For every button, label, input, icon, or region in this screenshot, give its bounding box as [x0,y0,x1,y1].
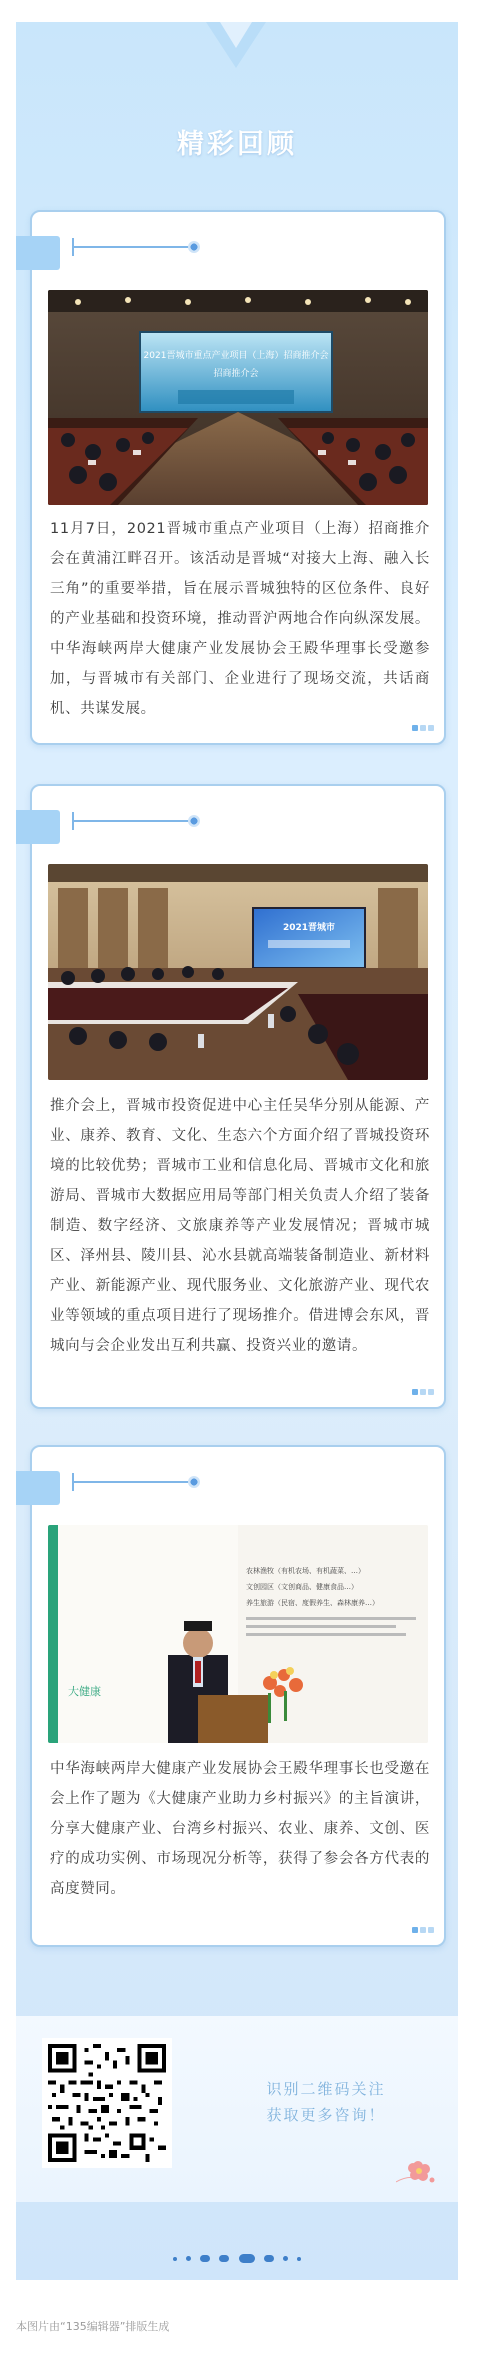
poster-background [16,22,458,2280]
qr-section [16,2016,458,2202]
dot-icon [188,1476,200,1488]
card-line-decoration [72,820,192,822]
slide-corner-text: 大健康 [68,1685,101,1698]
flower-icon [396,2156,436,2186]
screen-banner-text: 2021晋城市重点产业项目（上海）招商推介会 [143,351,329,361]
news-paragraph-3: 中华海峡两岸大健康产业发展协会王殿华理事长也受邀在会上作了题为《大健康产业助力乡村振兴》的主旨演讲，分享大健康产业、台湾乡村振兴、农业、康养、文创、医疗的成功实例、市场现况分析等，获得了参会各方代表的高度赞同。 [50,1761,430,1897]
card-tab-decoration [16,236,60,270]
dot-icon [188,815,200,827]
svg-text:招商推介会: 招商推介会 [213,369,259,379]
news-paragraph-2: 推介会上，晋城市投资促进中心主任吴华分别从能源、产业、康养、教育、文化、生态六个方面介绍了晋城投资环境的比较优势；晋城市工业和信息化局、晋城市文化和旅游局、晋城市大数据应用局等部门相关负责人介绍了装备制造、数字经济、文旅康养等产业发展情况；晋城市城区、泽州县、陵川县、沁水县就高端装备制造业、新材料产业、新能源产业、现代服务业、文化旅游产业、现代农业等领域的重点项目进行了现场推介。借进博会东风，晋城向与会企业发出互利共赢、投资兴业的邀请。 [50,1098,430,1354]
qr-code[interactable] [42,2038,172,2168]
meeting-room-photo [48,864,428,1080]
qr-code-image [48,2044,166,2162]
corner-decoration [412,725,434,731]
conference-hall-photo [48,290,428,505]
speech-photo [48,1525,428,1743]
corner-decoration [412,1389,434,1395]
dot-icon [188,241,200,253]
card-line-decoration [72,246,192,248]
qr-caption-2: 获取更多咨询！ [266,2106,386,2124]
footer-credit: 本图片由“135编辑器”排版生成 [16,2320,170,2333]
slide-line-1: 农林渔牧（有机农场、有机蔬菜、…） [246,1567,365,1575]
event-photo-2 [48,864,428,1080]
card-tab-decoration [16,1471,60,1505]
news-card-3 [30,1445,446,1947]
news-card-2 [30,784,446,1409]
chevron-down-icon [206,22,266,70]
card-tab-decoration [16,810,60,844]
event-photo-1 [48,290,428,505]
corner-decoration [412,1927,434,1933]
screen-banner-text: 2021晋城市 [282,923,336,933]
qr-caption-1: 识别二维码关注 [266,2080,386,2098]
card-line-decoration [72,1481,192,1483]
slide-line-2: 文创园区（文创商品、健康食品…） [246,1583,358,1591]
page-title: 精彩回顾 [177,129,297,160]
page-indicator [16,2248,458,2260]
news-card-1 [30,210,446,745]
event-photo-3 [48,1525,428,1743]
news-paragraph-1: 11月7日，2021晋城市重点产业项目（上海）招商推介会在黄浦江畔召开。该活动是晋城“对接大上海、融入长三角”的重要举措，旨在展示晋城独特的区位条件、良好的产业基础和投资环境，推动晋沪两地合作向纵深发展。中华海峡两岸大健康产业发展协会王殿华理事长受邀参加，与晋城市有关部门、企业进行了现场交流，共话商机、共谋发展。 [50,521,430,717]
slide-line-3: 养生旅游（民宿、度假养生、森林康养…） [246,1599,379,1607]
